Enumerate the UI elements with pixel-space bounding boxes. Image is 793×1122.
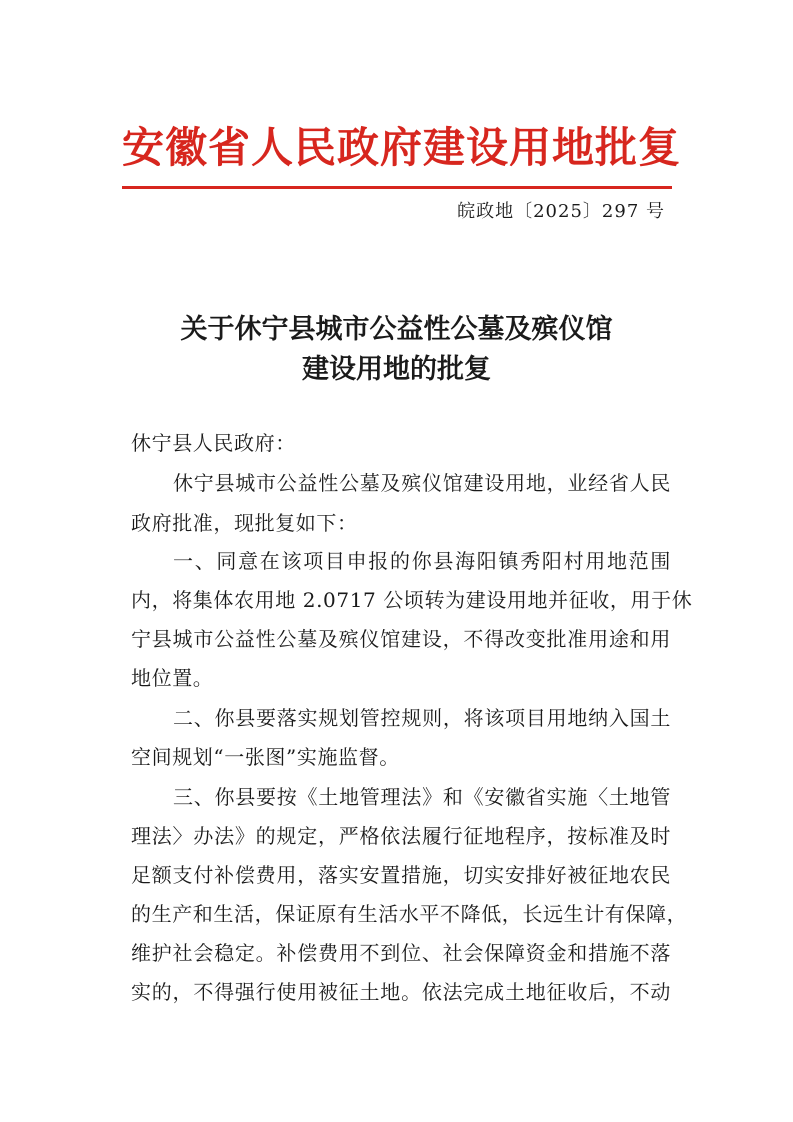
paragraph-4-line: 实的，不得强行使用被征土地。依法完成土地征收后，不动 xyxy=(131,980,671,1004)
paragraph-2-line: 内，将集体农用地 2.0717 公顷转为建设用地并征收，用于休 xyxy=(131,588,693,612)
document-number: 皖政地〔2025〕297 号 xyxy=(457,201,665,222)
paragraph-4-line: 理法〉办法》的规定，严格依法履行征地程序，按标准及时 xyxy=(131,824,671,848)
issuer-title: 安徽省人民政府建设用地批复 xyxy=(122,123,682,172)
paragraph-1-line: 休宁县城市公益性公墓及殡仪馆建设用地，业经省人民 xyxy=(173,471,671,495)
paragraph-2-line: 一、同意在该项目申报的你县海阳镇秀阳村用地范围 xyxy=(173,549,671,573)
paragraph-4-line: 的生产和生活，保证原有生活水平不降低，长远生计有保障， xyxy=(131,902,688,926)
paragraph-1-line: 政府批准，现批复如下： xyxy=(131,511,358,535)
red-header-rule xyxy=(122,186,672,189)
paragraph-2-line: 地位置。 xyxy=(131,666,214,690)
paragraph-4-line: 足额支付补偿费用，落实安置措施，切实安排好被征地农民 xyxy=(131,863,671,887)
paragraph-3-line: 二、你县要落实规划管控规则，将该项目用地纳入国土 xyxy=(173,706,671,730)
paragraph-4-line: 维护社会稳定。补偿费用不到位、社会保障资金和措施不落 xyxy=(131,941,671,965)
subject-title-line-1: 关于休宁县城市公益性公墓及殡仪馆 xyxy=(180,314,613,345)
paragraph-2-line: 宁县城市公益性公墓及殡仪馆建设，不得改变批准用途和用 xyxy=(131,627,671,651)
addressee: 休宁县人民政府： xyxy=(131,431,296,455)
subject-title-line-2: 建设用地的批复 xyxy=(302,354,491,385)
paragraph-4-line: 三、你县要按《土地管理法》和《安徽省实施〈土地管 xyxy=(173,785,671,809)
paragraph-3-line: 空间规划“一张图”实施监督。 xyxy=(131,745,400,769)
